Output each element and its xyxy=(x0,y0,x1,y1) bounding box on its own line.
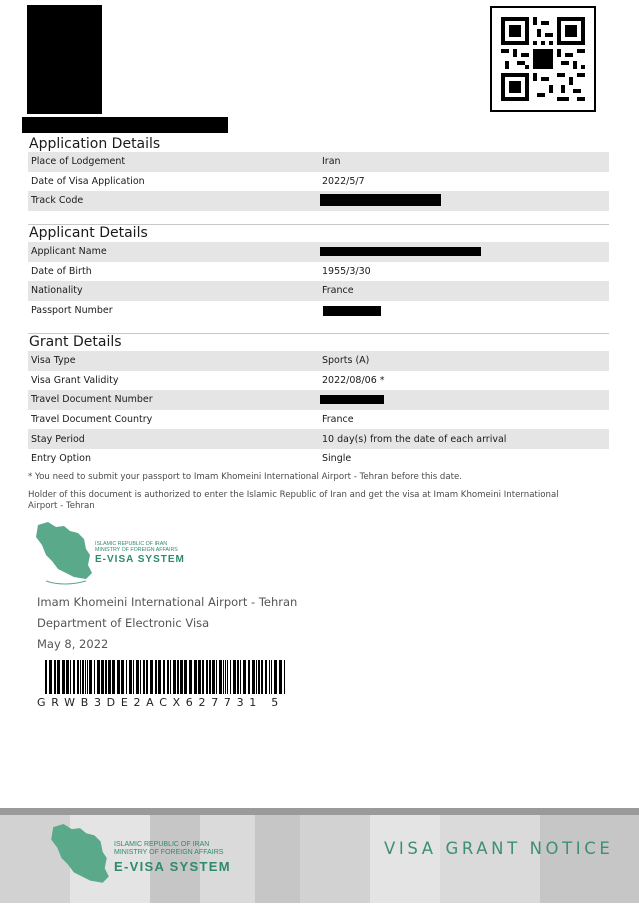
barcode-bar xyxy=(284,660,285,694)
barcode-bar xyxy=(258,660,260,694)
barcode-bar xyxy=(146,660,148,694)
logo-org-text xyxy=(95,541,178,553)
redacted-track-code xyxy=(320,194,441,206)
barcode-bar xyxy=(173,660,176,694)
table-row xyxy=(28,301,609,321)
footer-logo-system-name: E-VISA SYSTEM xyxy=(114,859,231,874)
application-details-table xyxy=(28,152,609,211)
row-label: Nationality xyxy=(31,285,83,297)
redacted-passport-number xyxy=(323,306,381,316)
row-label: Passport Number xyxy=(31,305,113,317)
barcode-bar xyxy=(167,660,169,694)
barcode-bar xyxy=(73,660,75,694)
issuer-department: Department of Electronic Visa xyxy=(37,616,210,630)
table-row xyxy=(28,429,609,449)
barcode-bar xyxy=(54,660,56,694)
qr-code xyxy=(490,6,596,112)
redacted-applicant-name xyxy=(320,247,481,256)
footer-photo-collage xyxy=(255,815,300,903)
table-row xyxy=(28,191,609,211)
barcode-bar xyxy=(89,660,92,694)
redacted-travel-document-number xyxy=(320,395,384,404)
footer-org-line1: ISLAMIC REPUBLIC OF IRAN xyxy=(114,841,210,848)
footer-band xyxy=(0,808,639,815)
barcode-bar xyxy=(269,660,270,694)
row-label: Date of Birth xyxy=(31,265,92,277)
footer-org-line2: MINISTRY OF FOREIGN AFFAIRS xyxy=(114,849,224,856)
barcode-bar xyxy=(80,660,81,694)
barcode-bar xyxy=(70,660,71,694)
barcode-bar xyxy=(105,660,107,694)
table-row xyxy=(28,371,609,391)
row-value: Sports (A) xyxy=(322,355,370,367)
footer-logo-org-text xyxy=(114,841,223,857)
logo-org-line1: ISLAMIC REPUBLIC OF IRAN xyxy=(95,541,168,547)
barcode-bar xyxy=(189,660,192,694)
barcode-bar xyxy=(225,660,226,694)
redacted-photo xyxy=(27,5,102,114)
table-row xyxy=(28,152,609,172)
row-label: Travel Document Number xyxy=(31,394,153,406)
footer-photo-collage xyxy=(300,815,370,903)
table-row xyxy=(28,351,609,371)
table-row xyxy=(28,449,609,469)
barcode-bar xyxy=(85,660,86,694)
footer-banner xyxy=(0,815,639,903)
barcode-bar xyxy=(216,660,217,694)
barcode-bar xyxy=(274,660,277,694)
barcode-bar xyxy=(206,660,208,694)
issuer-airport: Imam Khomeini International Airport - Tehran xyxy=(37,595,298,609)
section-title-application: Application Details xyxy=(29,136,161,152)
qr-code-pattern xyxy=(501,17,585,101)
table-row xyxy=(28,262,609,282)
table-row xyxy=(28,172,609,192)
barcode-bar xyxy=(227,660,228,694)
evisa-logo xyxy=(34,521,204,591)
table-row xyxy=(28,410,609,430)
section-title-grant: Grant Details xyxy=(29,334,122,350)
barcode-bar xyxy=(209,660,211,694)
barcode-bar xyxy=(117,660,120,694)
barcode-bar xyxy=(129,660,132,694)
row-label: Travel Document Country xyxy=(31,414,153,426)
barcode-bar xyxy=(180,660,183,694)
barcode-bar xyxy=(66,660,69,694)
iran-map-icon xyxy=(34,521,94,589)
row-value: 1955/3/30 xyxy=(322,265,371,277)
barcode-bar xyxy=(126,660,127,694)
barcode-bar xyxy=(77,660,79,694)
barcode-bar xyxy=(108,660,111,694)
barcode-bar xyxy=(237,660,239,694)
barcode-bar xyxy=(212,660,215,694)
barcode-bar xyxy=(155,660,157,694)
barcode-bar xyxy=(94,660,95,694)
barcode-bar xyxy=(219,660,222,694)
barcode-bar xyxy=(279,660,282,694)
logo-org-line2: MINISTRY OF FOREIGN AFFAIRS xyxy=(95,547,178,553)
barcode-bar xyxy=(136,660,139,694)
redacted-name-bar xyxy=(22,117,228,133)
section-title-applicant: Applicant Details xyxy=(29,225,148,241)
barcode-bar xyxy=(223,660,224,694)
barcode-bar xyxy=(261,660,263,694)
barcode-bar xyxy=(265,660,267,694)
barcode-bar xyxy=(243,660,246,694)
row-value: 2022/5/7 xyxy=(322,175,365,187)
barcode-bar xyxy=(133,660,134,694)
barcode-bar xyxy=(248,660,250,694)
barcode-bar xyxy=(45,660,47,694)
table-row xyxy=(28,390,609,410)
barcode-bar xyxy=(194,660,197,694)
row-label: Applicant Name xyxy=(31,246,107,258)
barcode-bar xyxy=(170,660,171,694)
row-value: Iran xyxy=(322,156,341,168)
barcode-bar xyxy=(140,660,141,694)
row-label: Date of Visa Application xyxy=(31,175,145,187)
barcode-bar xyxy=(256,660,257,694)
row-label: Entry Option xyxy=(31,453,92,465)
barcode-bar xyxy=(240,660,241,694)
barcode-bar xyxy=(252,660,255,694)
applicant-details-table xyxy=(28,242,609,320)
table-row xyxy=(28,242,609,262)
row-label: Stay Period xyxy=(31,433,85,445)
barcode-bar xyxy=(97,660,100,694)
barcode-bar xyxy=(57,660,60,694)
row-label: Track Code xyxy=(31,195,84,207)
issue-date: May 8, 2022 xyxy=(37,637,109,651)
row-label: Place of Lodgement xyxy=(31,156,126,168)
barcode xyxy=(45,660,287,694)
grant-details-table xyxy=(28,351,609,469)
barcode-bar xyxy=(177,660,179,694)
barcode-bar xyxy=(184,660,187,694)
barcode-bar xyxy=(87,660,88,694)
barcode-bar xyxy=(143,660,145,694)
barcode-bar xyxy=(158,660,161,694)
passport-submission-note: * You need to submit your passport to Imam Khomeini International Airport - Tehran before this date. xyxy=(28,472,463,482)
barcode-bar xyxy=(82,660,84,694)
barcode-bar xyxy=(163,660,165,694)
footer-iran-map-icon xyxy=(40,823,120,893)
barcode-bar xyxy=(112,660,115,694)
row-value: Single xyxy=(322,453,352,465)
table-row xyxy=(28,281,609,301)
row-label: Visa Type xyxy=(31,355,76,367)
logo-system-name: E-VISA SYSTEM xyxy=(95,554,185,565)
row-label: Visa Grant Validity xyxy=(31,374,119,386)
barcode-bar xyxy=(150,660,153,694)
barcode-bar xyxy=(271,660,272,694)
barcode-bar xyxy=(62,660,65,694)
footer-photo-collage xyxy=(440,815,540,903)
row-value: 2022/08/06 * xyxy=(322,374,385,386)
barcode-bar xyxy=(202,660,204,694)
row-value: France xyxy=(322,414,354,426)
barcode-bar xyxy=(198,660,201,694)
barcode-text: GRWB3DE2ACX627731 5 xyxy=(37,696,284,709)
barcode-bar xyxy=(101,660,104,694)
row-value: 10 day(s) from the date of each arrival xyxy=(322,433,507,445)
holder-authorization-note: Holder of this document is authorized to enter the Islamic Republic of Iran and get the visa at Imam Khomeini International Airport - Tehran xyxy=(28,490,559,511)
visa-grant-notice-title: VISA GRANT NOTICE xyxy=(384,839,614,858)
row-value: France xyxy=(322,285,354,297)
barcode-bar xyxy=(233,660,236,694)
barcode-bar xyxy=(121,660,124,694)
barcode-bar xyxy=(230,660,231,694)
barcode-bar xyxy=(49,660,52,694)
footer-photo-collage xyxy=(540,815,639,903)
